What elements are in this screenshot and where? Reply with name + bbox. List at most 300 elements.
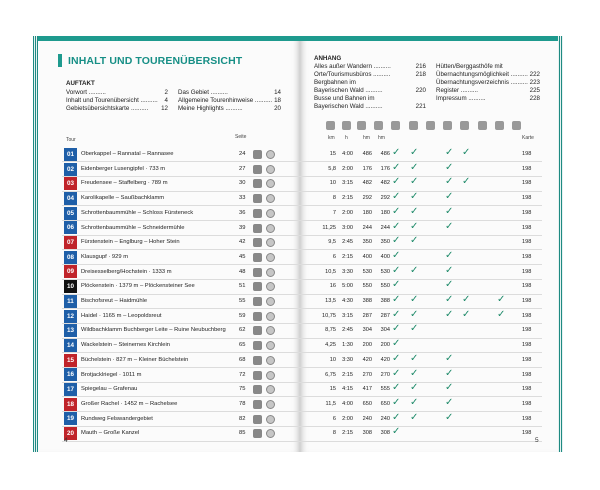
tour-h: 3:30 — [342, 356, 353, 363]
category-icon — [443, 121, 452, 130]
difficulty-icon — [253, 194, 262, 203]
toc-label: Allgemeine Tourenhinweise .......... — [178, 97, 273, 104]
tour-hm1: 200 — [362, 342, 372, 349]
tour-hm1: 240 — [362, 415, 372, 422]
tour-hm2: 555 — [380, 386, 390, 393]
difficulty-icon — [253, 326, 262, 335]
difficulty-icon — [253, 341, 262, 350]
tour-name[interactable]: Wildbachklamm Buchberger Leite – Ruine Neubuchberg — [81, 327, 226, 334]
check-icon: ✓ — [497, 294, 506, 305]
tour-name[interactable]: Rundweg Felswandergebiet — [81, 415, 153, 422]
difficulty-icon — [253, 297, 262, 306]
tour-page: 36 — [239, 209, 246, 216]
tour-number-badge: 09 — [64, 265, 77, 278]
check-icon: ✓ — [445, 396, 454, 408]
tour-hm2: 420 — [380, 356, 390, 363]
difficulty-icon — [253, 429, 262, 438]
toc-entry[interactable] — [436, 63, 540, 71]
tour-page: 51 — [239, 283, 246, 290]
tour-name[interactable]: Freudensee – Staffelberg · 789 m — [81, 180, 168, 187]
tour-h: 4:30 — [342, 298, 353, 304]
check-icon: ✓ — [410, 367, 419, 379]
toc-page: 20 — [274, 105, 281, 112]
tour-number-badge: 07 — [64, 236, 77, 249]
tour-km: 15 — [329, 151, 336, 157]
tour-map-page: 198 — [522, 342, 532, 349]
check-icon: ✓ — [410, 176, 419, 188]
rating-icon — [266, 224, 275, 233]
tour-map-page: 198 — [522, 151, 532, 157]
check-icon: ✓ — [410, 308, 419, 320]
tour-number-badge: 18 — [64, 398, 77, 411]
rating-icon — [266, 371, 275, 380]
check-icon: ✓ — [445, 264, 454, 276]
tour-page: 78 — [239, 400, 246, 407]
toc-label: Alles außer Wandern .......... — [314, 63, 391, 70]
check-icon: ✓ — [392, 279, 401, 291]
tour-map-page: 198 — [522, 268, 532, 275]
rating-icon — [266, 253, 275, 262]
rating-icon — [266, 312, 275, 321]
toc-entry[interactable] — [66, 97, 168, 105]
toc-page: 223 — [529, 79, 540, 86]
difficulty-icon — [253, 371, 262, 380]
tour-page: 45 — [239, 253, 246, 260]
tour-map-page: 198 — [522, 180, 532, 187]
tour-hm2: 482 — [380, 180, 390, 187]
tour-hm2: 200 — [380, 342, 390, 349]
tour-h: 5:00 — [342, 283, 353, 290]
tour-km: 15 — [329, 386, 336, 393]
toc-page: 218 — [415, 71, 426, 78]
difficulty-icon — [253, 224, 262, 233]
tour-h: 3:15 — [342, 312, 353, 319]
toc-page: 14 — [274, 89, 281, 96]
check-icon: ✓ — [392, 147, 401, 158]
tour-name[interactable]: Schrottenbaummühle – Schneidermühle — [81, 224, 185, 231]
tour-number-badge: 17 — [64, 383, 77, 396]
tour-hm1: 244 — [362, 224, 372, 231]
category-icon — [460, 121, 469, 130]
check-icon: ✓ — [445, 308, 454, 320]
check-icon: ✓ — [392, 323, 401, 335]
toc-label: Übernachtungsmöglichkeit .......... — [436, 71, 528, 78]
toc-label: Bayerischen Wald .......... — [314, 103, 383, 110]
toc-page: 221 — [415, 103, 426, 110]
tour-h: 2:00 — [342, 415, 353, 422]
row-divider — [62, 264, 542, 265]
check-icon: ✓ — [392, 264, 401, 276]
check-icon: ✓ — [410, 382, 419, 394]
tour-km: 8 — [332, 195, 336, 202]
tour-name[interactable]: Bischofsreut – Haidmühle — [81, 298, 148, 304]
header-tour: Tour — [66, 137, 76, 143]
tour-km: 10,75 — [322, 312, 336, 319]
check-icon: ✓ — [392, 205, 401, 217]
category-icon — [478, 121, 487, 130]
row-divider — [62, 441, 542, 442]
tour-name[interactable]: Plöckenstein · 1379 m – Plöckensteiner See — [81, 283, 195, 290]
tour-map-page: 198 — [522, 209, 532, 216]
page-number-right: 5 — [535, 437, 539, 444]
tour-map-page: 198 — [522, 253, 532, 260]
tour-map-page: 198 — [522, 298, 532, 304]
toc-label: Übernachtungsverzeichnis .......... — [436, 79, 528, 86]
check-icon: ✓ — [392, 294, 401, 305]
tour-map-page: 198 — [522, 415, 532, 422]
tour-h: 4:15 — [342, 386, 353, 393]
tour-page: 85 — [239, 430, 246, 437]
check-icon: ✓ — [462, 308, 471, 320]
tour-km: 11,25 — [322, 224, 336, 231]
tour-page: 72 — [239, 371, 246, 378]
tour-hm1: 420 — [362, 356, 372, 363]
tour-hm2: 400 — [380, 253, 390, 260]
tour-hm2: 292 — [380, 195, 390, 202]
toc-label: Vorwort .......... — [66, 89, 106, 96]
tour-page: 42 — [239, 239, 246, 246]
difficulty-icon — [253, 282, 262, 291]
check-icon: ✓ — [445, 279, 454, 291]
tour-h: 2:00 — [342, 165, 353, 172]
tour-number-badge: 10 — [64, 280, 77, 293]
tour-name[interactable]: Dreisesselberg/Hochstein · 1333 m — [81, 268, 172, 275]
tour-km: 8,75 — [325, 327, 336, 334]
row-divider — [62, 235, 542, 236]
header-hm-down: hm — [378, 135, 385, 141]
tour-map-page: 198 — [522, 371, 532, 378]
tour-number-badge: 06 — [64, 221, 77, 234]
tour-km: 6 — [332, 253, 336, 260]
check-icon: ✓ — [392, 220, 401, 232]
rating-icon — [266, 356, 275, 365]
check-icon: ✓ — [410, 147, 419, 158]
check-icon: ✓ — [445, 382, 454, 394]
tour-name[interactable]: Wackelstein – Steinernes Kirchlein — [81, 342, 171, 349]
page-number-left: 4 — [64, 437, 68, 444]
tour-name[interactable]: Eidenberger Lusengipfel · 733 m — [81, 165, 166, 172]
tour-hm2: 388 — [380, 298, 390, 304]
tour-map-page: 198 — [522, 386, 532, 393]
tour-km: 13,5 — [325, 298, 336, 304]
tour-hm2: 308 — [380, 430, 390, 437]
toc-label: Das Gebiet .......... — [178, 89, 228, 96]
tour-km: 10 — [329, 356, 336, 363]
check-icon: ✓ — [410, 294, 419, 305]
toc-entry[interactable] — [436, 87, 540, 95]
tour-hm1: 388 — [362, 298, 372, 304]
tour-h: 2:00 — [342, 209, 353, 216]
tour-number-badge: 13 — [64, 324, 77, 337]
toc-label: Impressum .......... — [436, 95, 486, 102]
category-icon — [374, 121, 383, 130]
check-icon: ✓ — [392, 352, 401, 364]
check-icon: ✓ — [392, 338, 401, 350]
tour-name[interactable]: Brotjacklriegel · 1011 m — [81, 371, 142, 378]
anhang-heading: ANHANG — [314, 55, 342, 62]
row-divider — [62, 249, 542, 250]
toc-entry[interactable] — [314, 79, 426, 87]
check-icon: ✓ — [410, 396, 419, 408]
tour-page: 39 — [239, 224, 246, 231]
tour-page: 59 — [239, 312, 246, 319]
tour-name[interactable]: Büchelstein · 827 m – Kleiner Büchelstein — [81, 356, 189, 363]
tour-hm1: 400 — [362, 253, 372, 260]
toc-label: Register .......... — [436, 87, 478, 94]
tour-hm2: 270 — [380, 371, 390, 378]
check-icon: ✓ — [410, 205, 419, 217]
tour-hm1: 270 — [362, 371, 372, 378]
check-icon: ✓ — [445, 294, 454, 305]
tour-number-badge: 01 — [64, 148, 77, 161]
toc-page: 216 — [415, 63, 426, 70]
rating-icon — [266, 209, 275, 218]
tour-hm2: 530 — [380, 268, 390, 275]
tour-name[interactable]: Schrottenbaummühle – Schloss Fürsteneck — [81, 209, 194, 216]
toc-entry[interactable] — [314, 63, 426, 71]
toc-page: 228 — [529, 95, 540, 102]
difficulty-icon — [253, 268, 262, 277]
header-seite: Seite — [235, 134, 247, 140]
check-icon: ✓ — [462, 176, 471, 188]
row-divider — [62, 352, 542, 353]
tour-h: 2:15 — [342, 195, 353, 202]
check-icon: ✓ — [392, 235, 401, 247]
toc-label: Bayerischen Wald .......... — [314, 87, 383, 94]
row-divider — [62, 367, 542, 368]
tour-map-page: 198 — [522, 195, 532, 202]
tour-hm2: 244 — [380, 224, 390, 231]
difficulty-icon — [253, 253, 262, 262]
check-icon: ✓ — [445, 249, 454, 261]
difficulty-icon — [253, 385, 262, 394]
check-icon: ✓ — [392, 382, 401, 394]
check-icon: ✓ — [392, 308, 401, 320]
toc-anhang-left — [314, 63, 426, 111]
tour-km: 10,5 — [325, 268, 336, 275]
tour-name[interactable]: Haidel · 1165 m – Leopoldsreut — [81, 312, 162, 319]
check-icon: ✓ — [445, 161, 454, 173]
check-icon: ✓ — [410, 220, 419, 232]
row-divider — [62, 323, 542, 324]
tour-number-badge: 08 — [64, 251, 77, 264]
tour-hm1: 482 — [362, 180, 372, 187]
toc-page: 220 — [415, 87, 426, 94]
header-karte: Karte — [522, 135, 534, 141]
check-icon: ✓ — [392, 396, 401, 408]
category-icon — [342, 121, 351, 130]
row-divider — [62, 220, 542, 221]
toc-label: Bergbahnen im — [314, 79, 356, 86]
toc-entry[interactable] — [314, 87, 426, 95]
toc-entry[interactable] — [436, 79, 540, 87]
tour-number-badge: 03 — [64, 177, 77, 190]
tour-page: 55 — [239, 298, 246, 304]
toc-entry[interactable] — [66, 105, 168, 113]
tour-hm2: 176 — [380, 165, 390, 172]
toc-page: 18 — [274, 97, 281, 104]
check-icon: ✓ — [392, 176, 401, 188]
tour-km: 6 — [332, 415, 336, 422]
toc-auftakt — [66, 89, 168, 113]
tour-map-page: 198 — [522, 283, 532, 290]
check-icon: ✓ — [410, 191, 419, 203]
tour-h: 3:00 — [342, 224, 353, 231]
toc-label: Meine Highlights .......... — [178, 105, 243, 112]
difficulty-icon — [253, 165, 262, 174]
toc-entry[interactable] — [436, 95, 540, 103]
tour-km: 10 — [329, 180, 336, 187]
tour-map-page: 198 — [522, 165, 532, 172]
check-icon: ✓ — [410, 323, 419, 335]
tour-map-page: 198 — [522, 327, 532, 334]
row-divider — [62, 279, 542, 280]
tour-name[interactable]: Klausgupf · 929 m — [81, 253, 129, 260]
tour-hm2: 180 — [380, 209, 390, 216]
rating-icon — [266, 400, 275, 409]
check-icon: ✓ — [445, 147, 454, 158]
title-accent-bar — [58, 54, 62, 67]
difficulty-icon — [253, 179, 262, 188]
toc-entry[interactable] — [314, 103, 426, 111]
tour-map-page: 198 — [522, 356, 532, 363]
toc-label: Hütten/Berggasthöfe mit — [436, 63, 503, 70]
check-icon: ✓ — [410, 161, 419, 173]
tour-h: 2:15 — [342, 371, 353, 378]
tour-page: 33 — [239, 195, 246, 202]
rating-icon — [266, 165, 275, 174]
category-icon — [326, 121, 335, 130]
tour-h: 2:15 — [342, 253, 353, 260]
tour-number-badge: 15 — [64, 354, 77, 367]
tour-hm1: 308 — [362, 430, 372, 437]
tour-number-badge: 19 — [64, 412, 77, 425]
row-divider — [62, 382, 542, 383]
tour-km: 11,5 — [325, 400, 336, 407]
row-divider — [62, 161, 542, 162]
check-icon: ✓ — [462, 147, 471, 158]
tour-number-badge: 20 — [64, 427, 77, 440]
tour-name[interactable]: Mauth – Große Kanzel — [81, 430, 140, 437]
tour-hm1: 417 — [362, 386, 372, 393]
check-icon: ✓ — [445, 176, 454, 188]
toc-page: 222 — [529, 71, 540, 78]
toc-entry[interactable] — [436, 71, 540, 79]
tour-page: 30 — [239, 180, 246, 187]
check-icon: ✓ — [410, 264, 419, 276]
toc-entry[interactable] — [314, 95, 426, 103]
tour-page: 24 — [239, 151, 246, 157]
tour-map-page: 198 — [522, 400, 532, 407]
top-band — [38, 36, 558, 41]
check-icon: ✓ — [445, 367, 454, 379]
difficulty-icon — [253, 209, 262, 218]
header-km: km — [328, 135, 335, 141]
category-icon — [512, 121, 521, 130]
toc-entry[interactable] — [178, 89, 281, 97]
tour-hm2: 486 — [380, 151, 390, 157]
auftakt-heading: AUFTAKT — [66, 80, 95, 87]
tour-h: 4:00 — [342, 151, 353, 157]
tour-hm1: 287 — [362, 312, 372, 319]
check-icon: ✓ — [445, 220, 454, 232]
row-divider — [62, 396, 542, 397]
category-icon — [495, 121, 504, 130]
row-divider — [62, 205, 542, 206]
tour-name[interactable]: Fürstenstein – Englburg – Hoher Stein — [81, 239, 180, 246]
page-title: INHALT UND TOURENÜBERSICHT — [68, 55, 243, 67]
toc-entry[interactable] — [314, 71, 426, 79]
tour-map-page: 198 — [522, 224, 532, 231]
tour-name[interactable]: Karolikapelle – Saußbachklamm — [81, 195, 165, 202]
check-icon: ✓ — [445, 191, 454, 203]
tour-hm1: 176 — [362, 165, 372, 172]
tour-km: 5,8 — [328, 165, 336, 172]
tour-number-badge: 14 — [64, 339, 77, 352]
category-icon — [391, 121, 400, 130]
tour-number-badge: 04 — [64, 192, 77, 205]
tour-number-badge: 05 — [64, 207, 77, 220]
tour-hm2: 550 — [380, 283, 390, 290]
tour-hm1: 180 — [362, 209, 372, 216]
header-h: h — [345, 135, 348, 141]
toc-entry[interactable] — [178, 105, 281, 113]
tour-number-badge: 02 — [64, 163, 77, 176]
check-icon: ✓ — [392, 367, 401, 379]
difficulty-icon — [253, 356, 262, 365]
category-icon — [409, 121, 418, 130]
tour-map-page: 198 — [522, 239, 532, 246]
tour-h: 4:00 — [342, 400, 353, 407]
rating-icon — [266, 268, 275, 277]
check-icon: ✓ — [410, 235, 419, 247]
tour-hm1: 550 — [362, 283, 372, 290]
row-divider — [62, 426, 542, 427]
toc-label: Busse und Bahnen im — [314, 95, 375, 102]
rating-icon — [266, 415, 275, 424]
toc-entry[interactable] — [178, 97, 281, 105]
tour-page: 68 — [239, 356, 246, 363]
tour-hm2: 350 — [380, 239, 390, 246]
tour-hm1: 350 — [362, 239, 372, 246]
tour-name[interactable]: Großer Rachel · 1452 m – Rachelsee — [81, 400, 178, 407]
row-divider — [62, 411, 542, 412]
check-icon: ✓ — [410, 411, 419, 423]
check-icon: ✓ — [392, 411, 401, 423]
check-icon: ✓ — [392, 191, 401, 203]
check-icon: ✓ — [410, 352, 419, 364]
toc-entry[interactable] — [66, 89, 168, 97]
tour-name[interactable]: Spiegelau – Grafenau — [81, 386, 138, 393]
toc-page: 225 — [529, 87, 540, 94]
check-icon: ✓ — [462, 294, 471, 305]
tour-name[interactable]: Oberkappel – Rannatal – Rannasee — [81, 151, 174, 157]
tour-hm2: 650 — [380, 400, 390, 407]
tour-map-page: 198 — [522, 312, 532, 319]
tour-km: 7 — [332, 209, 336, 216]
tour-hm1: 292 — [362, 195, 372, 202]
tour-h: 3:30 — [342, 268, 353, 275]
check-icon: ✓ — [392, 161, 401, 173]
check-icon: ✓ — [392, 426, 401, 438]
tour-km: 6,75 — [325, 371, 336, 378]
tour-page: 62 — [239, 327, 246, 334]
tour-map-page: 198 — [522, 430, 532, 437]
tour-h: 2:45 — [342, 327, 353, 334]
tour-hm2: 304 — [380, 327, 390, 334]
tour-number-badge: 12 — [64, 310, 77, 323]
tour-h: 2:45 — [342, 239, 353, 246]
